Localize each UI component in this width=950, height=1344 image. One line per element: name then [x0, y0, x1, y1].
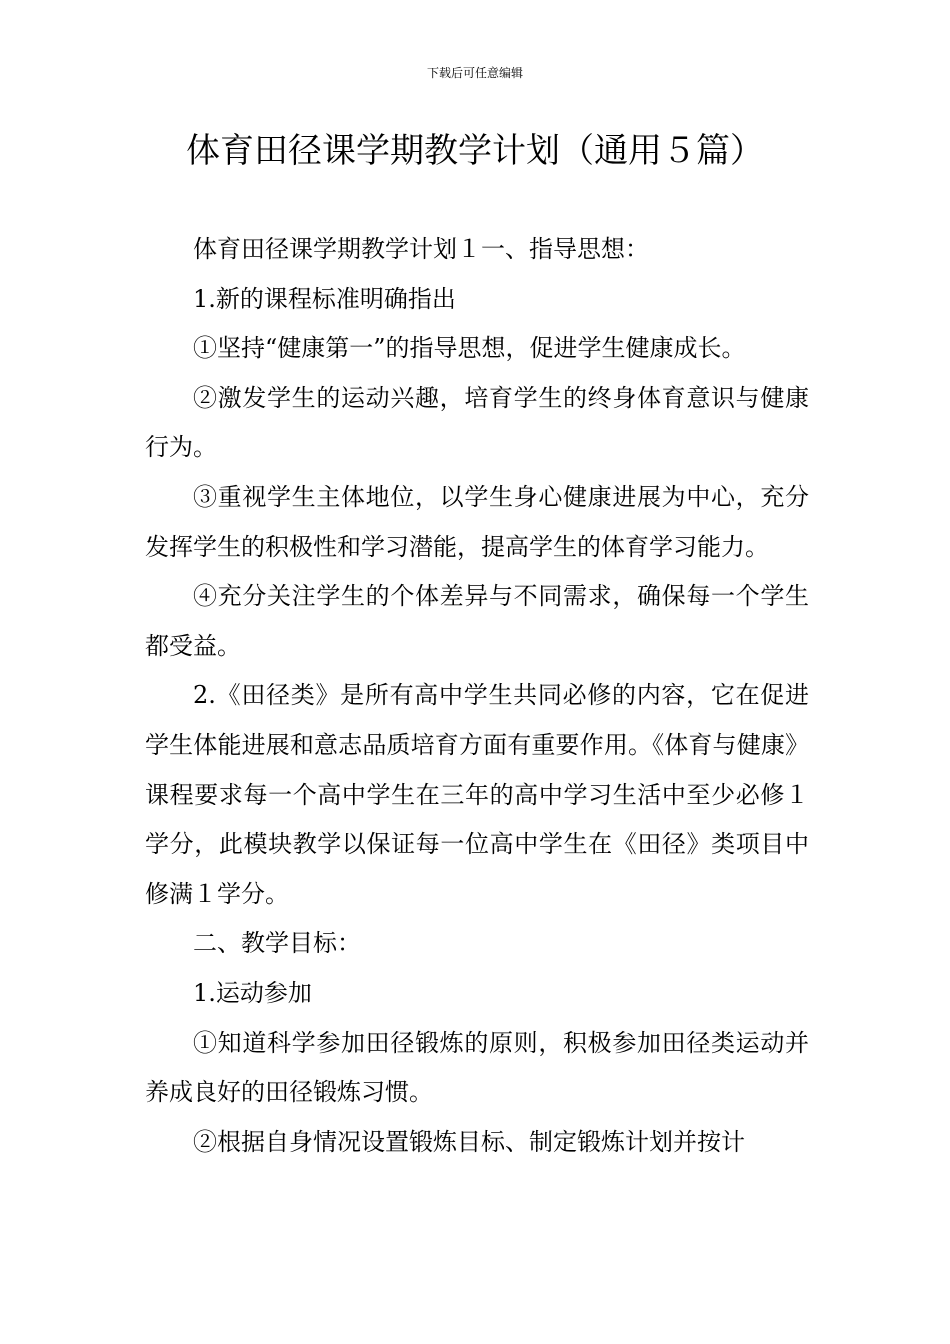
paragraph: 二、教学目标：: [193, 929, 361, 958]
document-body: [145, 225, 809, 1167]
document-title: 体育田径课学期教学计划（通用５篇）: [186, 131, 764, 171]
header-note: 下载后可任意编辑: [426, 66, 523, 80]
paragraph: ①知道科学参加田径锻炼的原则，积极参加田径类运动并养成良好的田径锻炼习惯。: [145, 1028, 809, 1107]
paragraph: ①坚持“健康第一”的指导思想，促进学生健康成长。: [193, 334, 746, 363]
paragraph: 1.运动参加: [193, 978, 312, 1007]
paragraph: ③重视学生主体地位，以学生身心健康进展为中心，充分发挥学生的积极性和学习潜能，提高学生的体育学习能力。: [145, 482, 809, 561]
paragraph: 1.新的课程标准明确指出: [193, 284, 456, 313]
paragraph: 体育田径课学期教学计划１一、指导思想：: [193, 235, 649, 263]
paragraph: 2.《田径类》是所有高中学生共同必修的内容，它在促进学生体能进展和意志品质培育方面有重要作用。《体育与健康》课程要求每一个高中学生在三年的高中学习生活中至少必修１学分，此模块教学以保证每一位高中学生在《田径》类项目中修满１学分。: [145, 681, 809, 908]
paragraph: ②激发学生的运动兴趣，培育学生的终身体育意识与健康行为。: [145, 383, 809, 462]
paragraph: ②根据自身情况设置锻炼目标、制定锻炼计划并按计: [193, 1127, 745, 1156]
paragraph: ④充分关注学生的个体差异与不同需求，确保每一个学生都受益。: [145, 582, 809, 660]
